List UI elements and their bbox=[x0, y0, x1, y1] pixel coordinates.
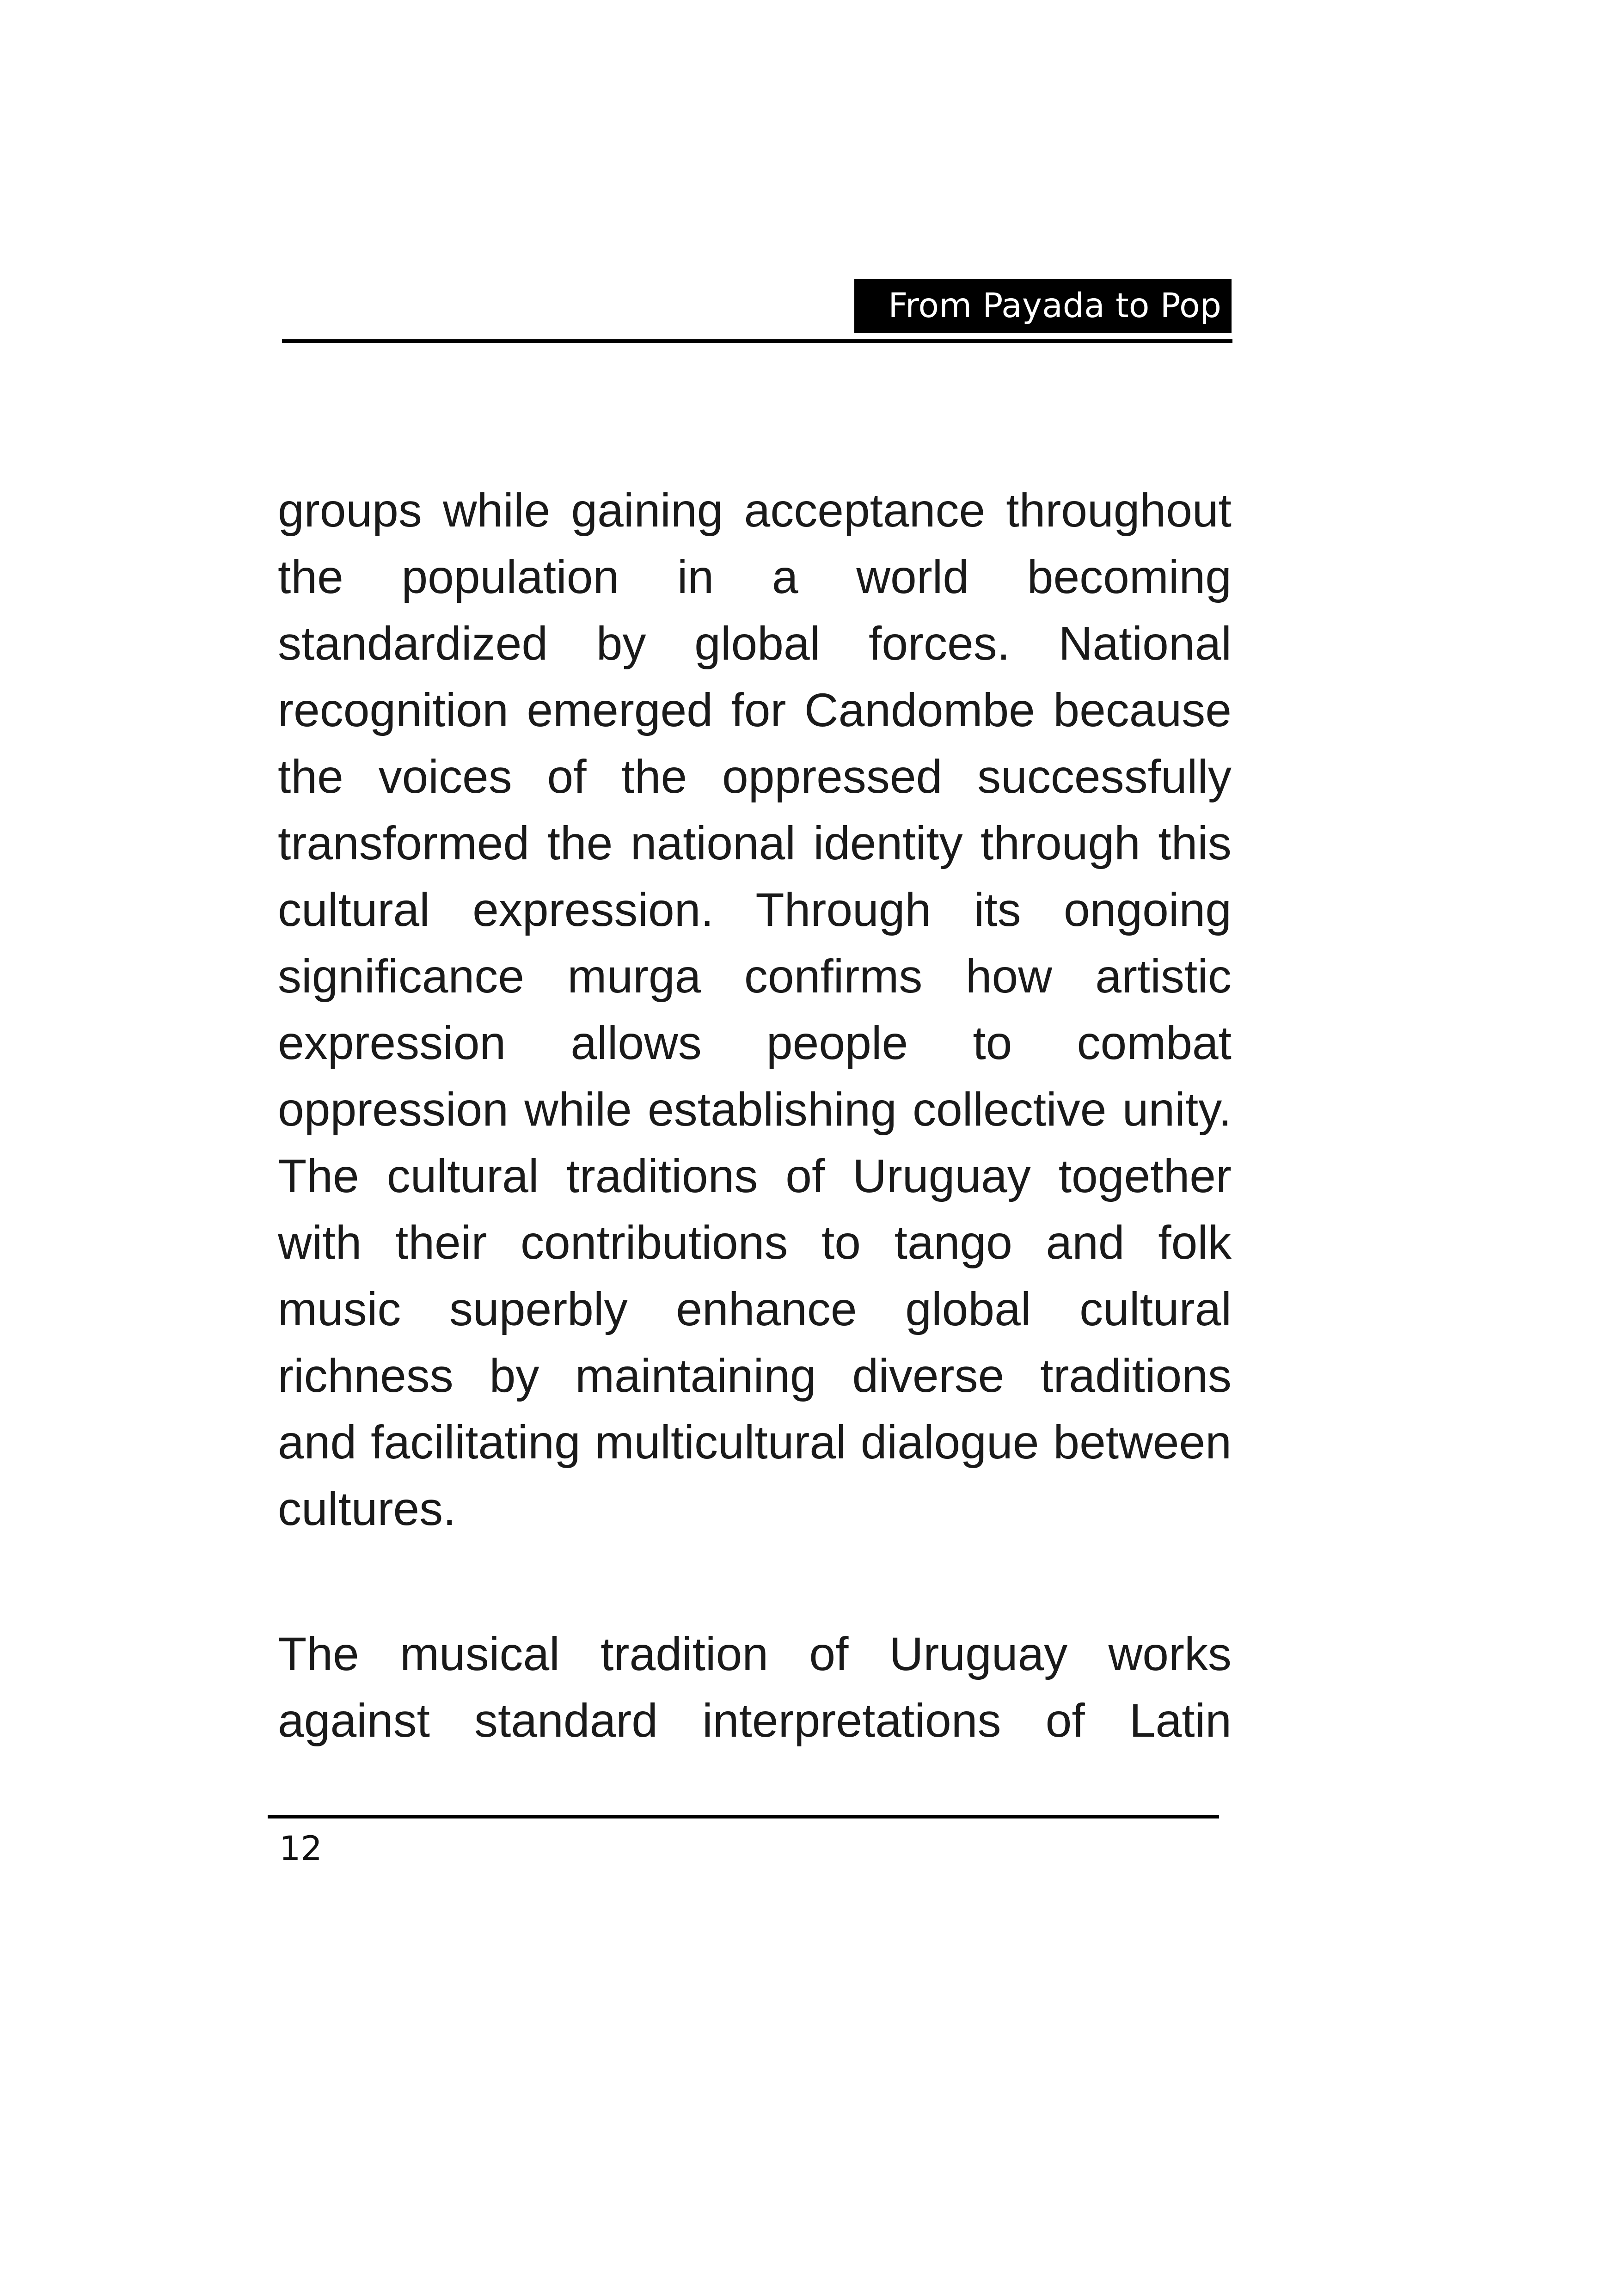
header-rule bbox=[282, 339, 1232, 343]
running-header-title: From Payada to Pop bbox=[854, 279, 1232, 333]
body-paragraph-1: groups while gaining acceptance throughout the population in a world becoming standardized by global forces. National recognition emerged for Candombe because the voices of the oppressed successfully transformed the national identity through this cultural expression. Through its ongoing significance murga confirms how artistic expression allows people to combat oppression while establishing collective unity. The cultural traditions of Uruguay together with their contributions to tango and folk music superbly enhance global cultural richness by maintaining diverse traditions and facilitating multicultural dialogue between cultures. bbox=[278, 484, 1232, 1535]
page-number: 12 bbox=[279, 1829, 322, 1868]
footer-rule bbox=[268, 1815, 1219, 1818]
body-paragraph-2: The musical tradition of Uruguay works against standard interpretations of Latin bbox=[278, 1628, 1232, 1747]
